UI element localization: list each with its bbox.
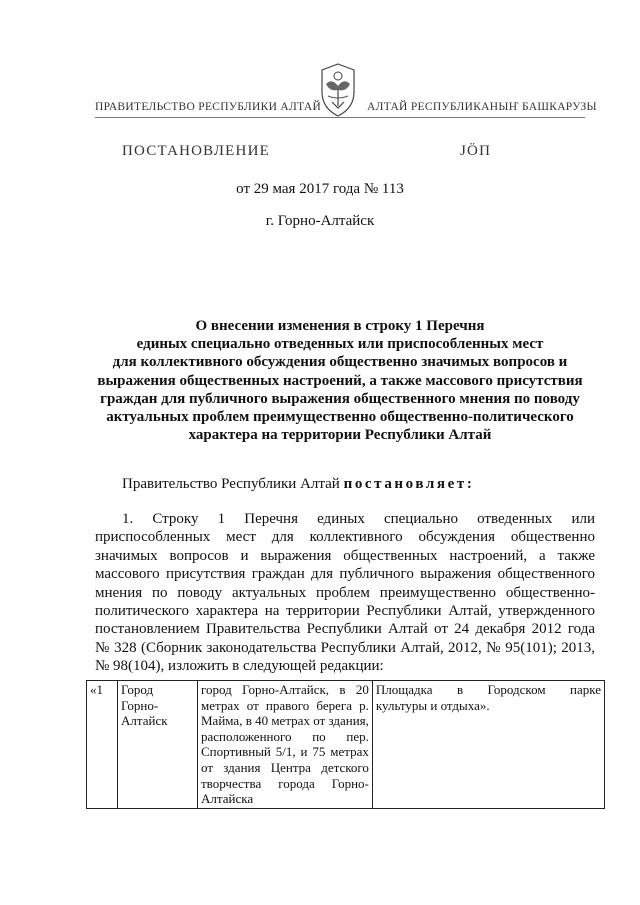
decrees-word: постановляет: [343,476,475,492]
location-line: город Горно-Алтайск, в 20 [201,682,369,697]
document-heading [95,317,585,444]
paragraph-line: 1. Строку 1 Перечня единых специально отведенных или [122,511,595,527]
org-name-altai: АЛТАЙ РЕСПУБЛИКАНЫҤ БАШКАРУЗЫ [367,101,597,113]
location-line: расположенного по пер. [201,728,369,744]
paragraph-line: № 328 (Сборник законодательства Республики Алтай, 2012, № 95(101); 2013, [95,639,595,656]
header-divider [95,117,585,118]
heading-line: единых специально отведенных или приспособленных мест [136,336,544,353]
emblem-icon [316,62,360,118]
paragraph-line: постановлением Правительства Республики Алтай от 24 декабря 2012 года [95,621,595,638]
decree-intro [122,476,474,493]
paragraph-line: приспособленных мест для коллективного обсуждения общественно [95,529,595,546]
heading-line: граждан для публичного выражения общественного мнения по поводу [100,390,580,407]
place-line: культуры и отдыха». [375,697,490,713]
heading-line: для коллективного обсуждения общественно значимых вопросов и [112,354,568,371]
heading-line: актуальных проблем преимущественно общественно-политического [106,409,574,426]
location-line: от здания Центра детского [201,759,369,775]
doc-type-altai: JӦП [460,143,492,159]
heading-line: О внесении изменения в строку 1 Перечня [195,318,485,334]
table-row [87,681,605,809]
row-number-cell [87,681,118,809]
heading-line: выражения общественных настроений, а также массового присутствия [97,372,583,389]
city-line: Алтайск [121,713,168,729]
paragraph-line: массового присутствия граждан для публичного выражения общественного [95,566,595,583]
city-line: Город [121,682,154,697]
paragraph-line: № 98(104), изложить в следующей редакции: [95,658,384,675]
paragraph-line: политического характера на территории Республики Алтай, утвержденного [95,602,595,619]
location-line: Спортивный 5/1, и 75 метрах [201,744,369,760]
org-name-russian: ПРАВИТЕЛЬСТВО РЕСПУБЛИКИ АЛТАЙ [95,101,322,113]
location-line: метрах от правого берега р. [201,697,369,713]
place-cell [372,681,604,809]
row-number: «1 [90,682,103,697]
government-name: Правительство Республики Алтай [122,476,340,492]
city-line: Горно- [121,697,159,713]
location-line: Майма, в 40 метрах от здания, [201,713,369,729]
heading-line: характера на территории Республики Алтай [188,427,492,444]
paragraph-line: мнения по поводу актуальных проблем преимущественно общественно- [95,584,595,601]
location-line: творчества города Горно- [201,775,369,791]
places-table [86,680,605,809]
paragraph-line: значимых вопросов и выражения общественных настроений, а также [95,547,595,564]
document-city: г. Горно-Алтайск [265,213,375,229]
place-line: Площадка в Городском парке [375,682,601,697]
doc-type-russian: ПОСТАНОВЛЕНИЕ [122,143,270,159]
document-date: от 29 мая 2017 года № 113 [236,181,404,197]
location-cell [198,681,373,809]
city-cell [118,681,198,809]
location-line: Алтайска [201,791,254,807]
body-paragraph [95,510,595,676]
